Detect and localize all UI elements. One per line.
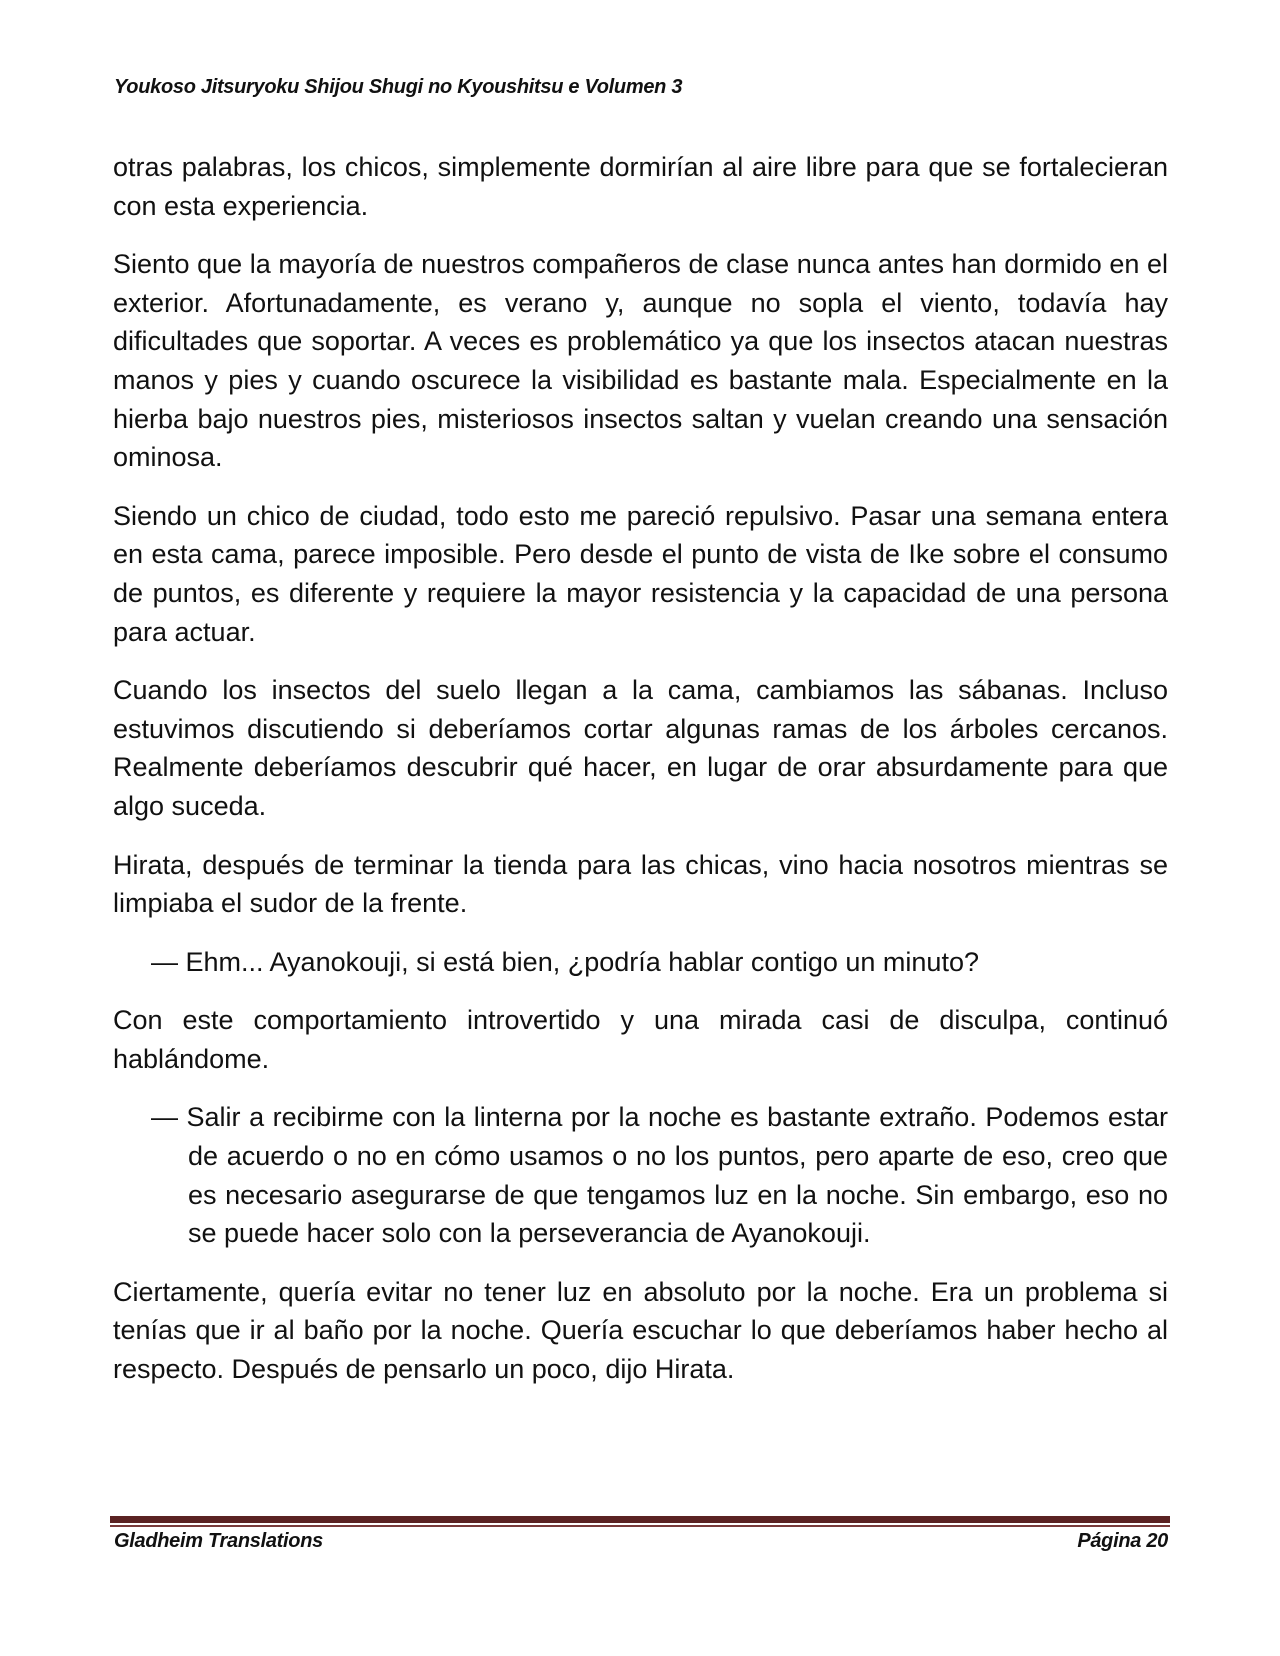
dialogue-line: — Salir a recibirme con la linterna por la noche es bastante extraño. Podemos estar de acuerdo o no en cómo usamos o no los puntos, pero aparte de eso, creo que es necesario asegurarse de que tengamos luz en la noche. Sin embargo, eso no se puede hacer solo con la perseverancia de Ayanokouji. [151,1102,1168,1249]
paragraph: Ciertamente, quería evitar no tener luz en absoluto por la noche. Era un problema si tenías que ir al baño por la noche. Quería escuchar lo que deberíamos haber hecho al respecto. Después de pensarlo un poco, dijo Hirata. [113,1276,1168,1385]
footer-rule [110,1516,1170,1527]
footer-page-number: Página 20 [1077,1530,1168,1552]
footer-rule-thick [110,1516,1170,1523]
body-text [113,148,1168,1409]
paragraph: Cuando los insectos del suelo llegan a la cama, cambiamos las sábanas. Incluso estuvimos discutiendo si deberíamos cortar algunas ramas de los árboles cercanos. Realmente deberíamos descubrir qué hacer, en lugar de orar absurdamente para que algo suceda. [113,675,1168,821]
paragraph: Siento que la mayoría de nuestros compañeros de clase nunca antes han dormido en el exterior. Afortunadamente, es verano y, aunque no sopla el viento, todavía hay dificultades que soportar. A veces es problemático ya que los insectos atacan nuestras manos y pies y cuando oscurece la visibilidad es bastante mala. Especialmente en la hierba bajo nuestros pies, misteriosos insectos saltan y vuelan creando una sensación ominosa. [113,249,1168,473]
running-header: Youkoso Jitsuryoku Shijou Shugi no Kyoushitsu e Volumen 3 [114,76,683,98]
footer-rule-thin [110,1525,1170,1527]
paragraph: otras palabras, los chicos, simplemente dormirían al aire libre para que se fortalecieran con esta experiencia. [113,152,1168,221]
footer-publisher: Gladheim Translations [114,1530,323,1552]
paragraph: Siendo un chico de ciudad, todo esto me pareció repulsivo. Pasar una semana entera en esta cama, parece imposible. Pero desde el punto de vista de Ike sobre el consumo de puntos, es diferente y requiere la mayor resistencia y la capacidad de una persona para actuar. [113,500,1168,647]
dialogue-line: — Ehm... Ayanokouji, si está bien, ¿podría hablar contigo un minuto? [151,946,979,977]
paragraph: Hirata, después de terminar la tienda para las chicas, vino hacia nosotros mientras se limpiaba el sudor de la frente. [113,849,1168,919]
paragraph: Con este comportamiento introvertido y una mirada casi de disculpa, continuó hablándome. [113,1005,1168,1074]
